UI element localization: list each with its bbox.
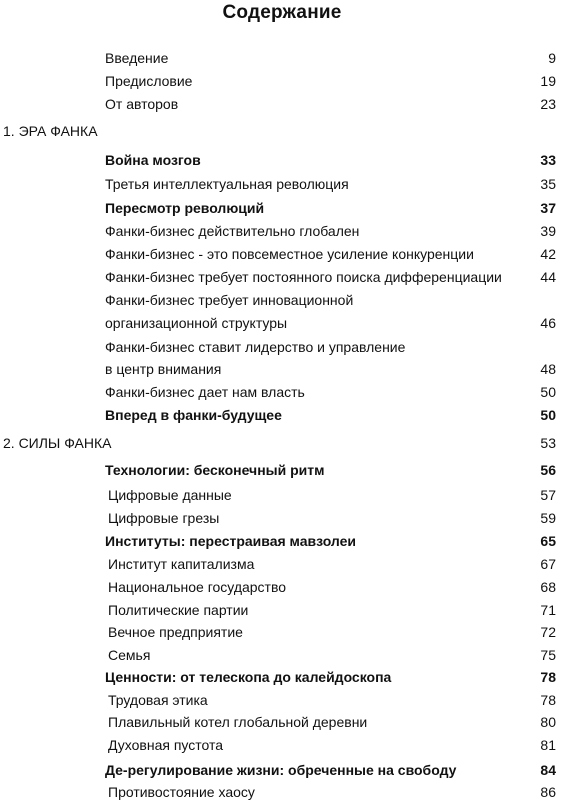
toc-entry-title: Политические партии	[108, 602, 249, 618]
toc-entry-title: Семья	[108, 647, 151, 663]
toc-entry-title: Вечное предприятие	[108, 624, 243, 640]
toc-entry-title: Цифровые грезы	[108, 510, 220, 526]
toc-entry-page: 37	[540, 200, 556, 216]
page-title: Содержание	[222, 2, 342, 23]
toc-entry-page: 46	[540, 315, 556, 331]
toc-entry-page: 81	[540, 737, 556, 753]
toc-entry-page: 75	[540, 647, 556, 663]
toc-entry[interactable]	[0, 198, 564, 218]
toc-entry-title: Духовная пустота	[108, 737, 224, 753]
toc-entry-title: Фанки-бизнес действительно глобален	[105, 223, 360, 239]
toc-entry-title: Ценности: от телескопа до калейдоскопа	[105, 669, 392, 685]
toc-entry[interactable]	[0, 667, 564, 687]
toc-entry-title: Институт капитализма	[108, 556, 255, 572]
toc-entry-page: 71	[540, 602, 556, 618]
toc-entry[interactable]	[0, 174, 564, 194]
toc-entry[interactable]	[0, 313, 564, 333]
toc-entry-page: 9	[548, 50, 556, 66]
toc-entry-title: Вперед в фанки-будущее	[105, 407, 282, 423]
toc-entry-page: 68	[540, 579, 556, 595]
toc-entry[interactable]	[0, 382, 564, 402]
toc-entry-title: Цифровые данные	[108, 487, 232, 503]
toc-entry-title: Противостояние хаосу	[108, 784, 255, 800]
toc-entry-page: 50	[540, 407, 556, 423]
toc-entry[interactable]	[0, 554, 564, 574]
toc-entry[interactable]	[0, 290, 564, 310]
toc-entry[interactable]	[0, 221, 564, 241]
toc-entry-title: 2. СИЛЫ ФАНКА	[3, 435, 112, 451]
toc-entry[interactable]	[0, 121, 564, 141]
toc-entry[interactable]	[0, 460, 564, 480]
toc-entry[interactable]	[0, 760, 564, 780]
toc-entry-page: 67	[540, 556, 556, 572]
toc-entry-title: Де-регулирование жизни: обреченные на свободу	[105, 762, 457, 778]
toc-entry-title: в центр внимания	[105, 361, 222, 377]
toc-entry-page: 78	[540, 692, 556, 708]
toc-entry-title: Война мозгов	[105, 152, 201, 168]
toc-entry-page: 42	[540, 246, 556, 262]
toc-entry[interactable]	[0, 508, 564, 528]
toc-entry[interactable]	[0, 712, 564, 732]
toc-entry-title: Фанки-бизнес - это повсеместное усиление конкуренции	[105, 246, 474, 262]
toc-entry-page: 59	[540, 510, 556, 526]
toc-entry-title: Предисловие	[105, 73, 193, 89]
toc-entry[interactable]	[0, 531, 564, 551]
toc-entry-page: 72	[540, 624, 556, 640]
toc-entry-page: 48	[540, 361, 556, 377]
toc-entry[interactable]	[0, 690, 564, 710]
toc-entry[interactable]	[0, 71, 564, 91]
toc-entry[interactable]	[0, 645, 564, 665]
toc-entry-title: Фанки-бизнес ставит лидерство и управление	[105, 339, 406, 355]
toc-entry-page: 23	[540, 96, 556, 112]
toc-entry-page: 33	[540, 152, 556, 168]
toc-entry-page: 65	[540, 533, 556, 549]
toc-entry-page: 57	[540, 487, 556, 503]
toc-entry-title: Фанки-бизнес требует постоянного поиска дифференциации	[105, 269, 502, 285]
toc-entry[interactable]	[0, 94, 564, 114]
toc-entry[interactable]	[0, 735, 564, 755]
toc-entry[interactable]	[0, 359, 564, 379]
toc-entry-page: 84	[540, 762, 556, 778]
toc-entry-page: 35	[540, 176, 556, 192]
toc-entry-page: 19	[540, 73, 556, 89]
toc-entry[interactable]	[0, 244, 564, 264]
toc-entry-title: Плавильный котел глобальной деревни	[108, 714, 368, 730]
toc-entry-page: 56	[540, 462, 556, 478]
toc-entry[interactable]	[0, 485, 564, 505]
toc-entry-page: 80	[540, 714, 556, 730]
toc-entry-page: 78	[540, 669, 556, 685]
toc-entry-title: Трудовая этика	[108, 692, 208, 708]
toc-entry-title: Технологии: бесконечный ритм	[105, 462, 325, 478]
toc-entry-title: Третья интеллектуальная революция	[105, 176, 349, 192]
toc-entry-page: 50	[540, 384, 556, 400]
toc-entry[interactable]	[0, 267, 564, 287]
toc-entry-page: 53	[540, 435, 556, 451]
toc-entry-title: Фанки-бизнес дает нам власть	[105, 384, 305, 400]
toc-entry-page: 39	[540, 223, 556, 239]
toc-entry-title: Пересмотр революций	[105, 200, 265, 216]
toc-entry[interactable]	[0, 782, 564, 802]
toc-entry-title: организационной структуры	[105, 315, 288, 331]
toc-entry-title: Введение	[105, 50, 169, 66]
toc-entry[interactable]	[0, 150, 564, 170]
toc-entry[interactable]	[0, 577, 564, 597]
toc-entry[interactable]	[0, 48, 564, 68]
toc-entry-title: Фанки-бизнес требует инновационной	[105, 292, 354, 308]
toc-entry[interactable]	[0, 622, 564, 642]
toc-entry-title: От авторов	[105, 96, 179, 112]
toc-entry[interactable]	[0, 433, 564, 453]
toc-entry[interactable]	[0, 337, 564, 357]
toc-entry[interactable]	[0, 405, 564, 425]
toc-entry-page: 44	[540, 269, 556, 285]
toc-entry-title: 1. ЭРА ФАНКА	[3, 123, 98, 139]
toc-entry[interactable]	[0, 600, 564, 620]
toc-entry-title: Национальное государство	[108, 579, 287, 595]
toc-entry-page: 86	[540, 784, 556, 800]
toc-entry-title: Институты: перестраивая мавзолеи	[105, 533, 357, 549]
